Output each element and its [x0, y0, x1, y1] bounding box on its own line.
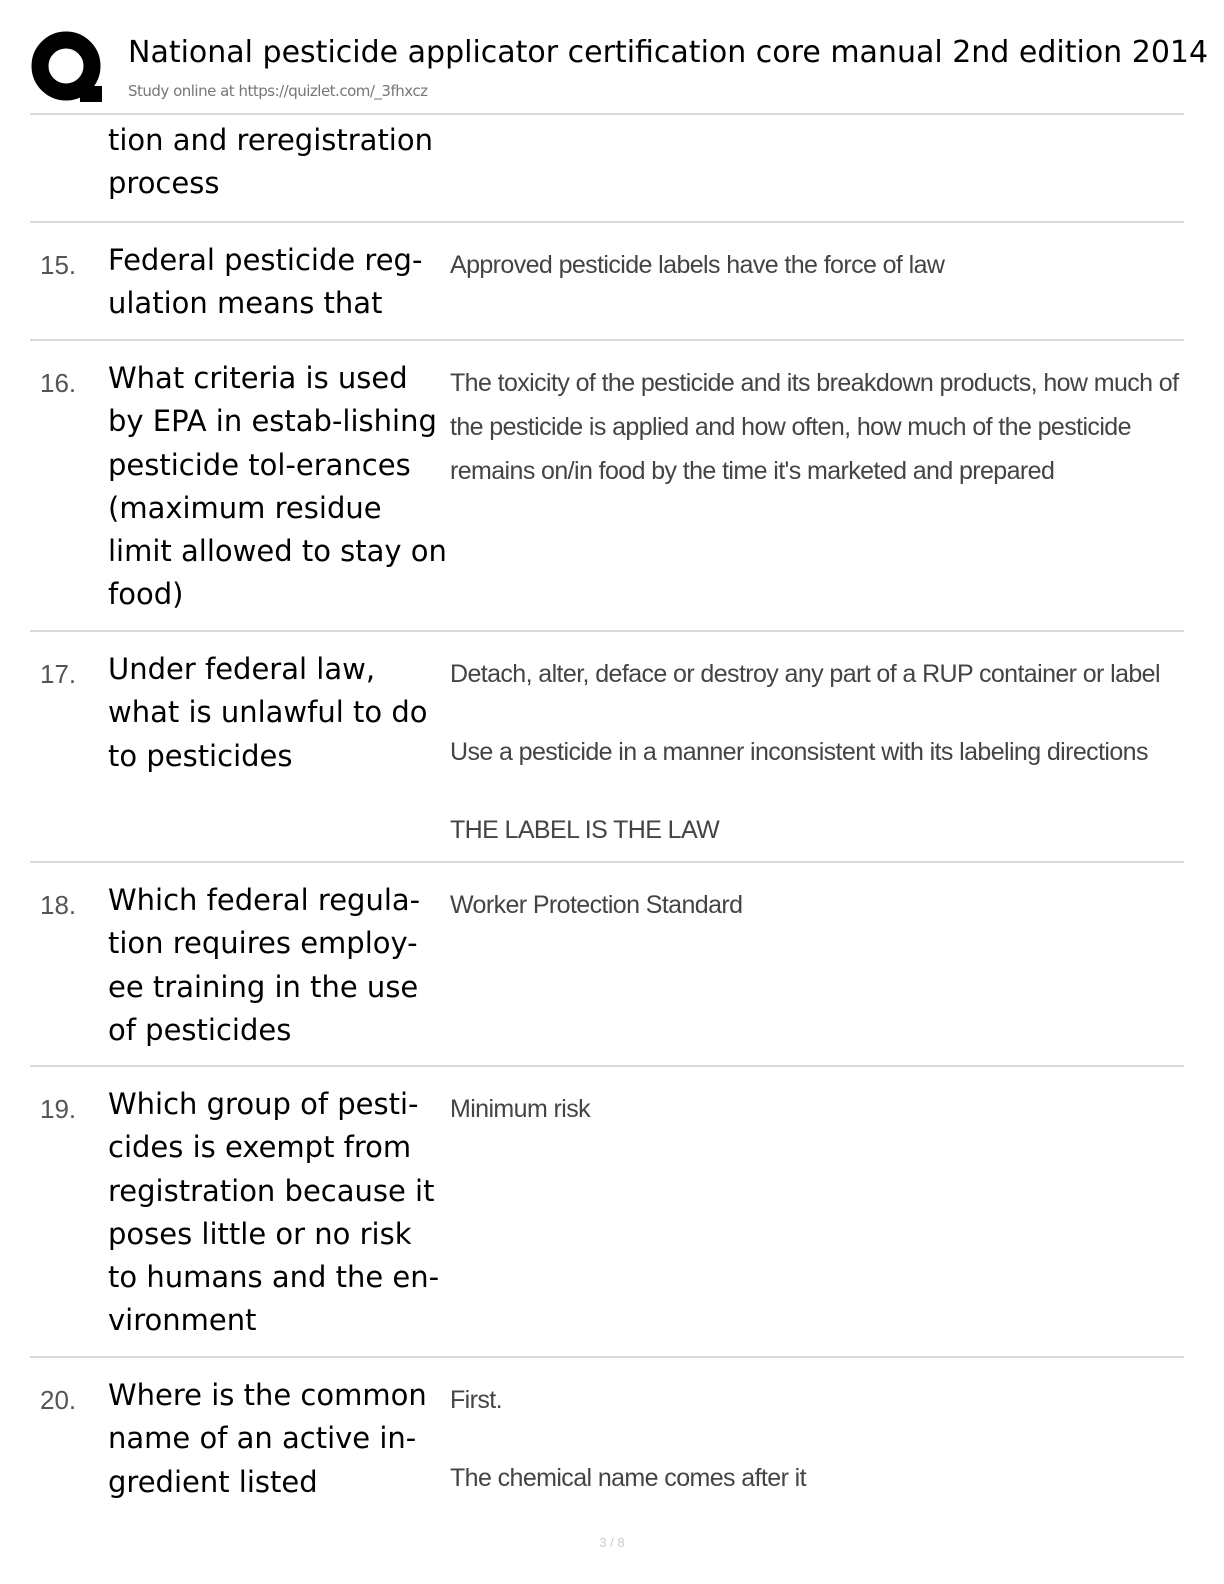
- definition-line: Worker Protection Standard: [450, 891, 743, 919]
- card-term: Which federal regula-tion requires employ-ee training in the use of pesticides: [108, 883, 421, 1047]
- card-number: 20.: [40, 1385, 77, 1415]
- study-online-link[interactable]: Study online at https://quizlet.com/_3fhxcz: [128, 82, 428, 100]
- definition-line: Detach, alter, deface or destroy any part of a RUP container or label: [450, 660, 1160, 688]
- card-number: 16.: [40, 368, 77, 398]
- card-term: What criteria is used by EPA in estab-lishing pesticide tol-erances (maximum residue limit allowed to stay on food): [108, 361, 447, 612]
- card-term: Where is the common name of an active in-gredient listed: [108, 1378, 427, 1499]
- card-number: 19.: [40, 1094, 77, 1124]
- card-definition: [450, 883, 1180, 927]
- card-term: Under federal law, what is unlawful to do to pesticides: [108, 652, 428, 773]
- definition-line: Approved pesticide labels have the force of law: [450, 251, 945, 279]
- flashcard-list: [30, 113, 1184, 1526]
- flashcard-row: [30, 115, 1184, 223]
- flashcard-row: [30, 863, 1184, 1067]
- quizlet-logo-icon: [30, 30, 104, 104]
- page-number: 3 / 8: [599, 1535, 625, 1550]
- definition-line: The chemical name comes after it: [450, 1464, 806, 1492]
- card-definition: [450, 243, 1180, 287]
- flashcard-row: [30, 223, 1184, 341]
- definition-line: The toxicity of the pesticide and its breakdown products, how much of the pesticide is applied and how often, how much of the pesticide remains on/in food by the time it's marketed and prepared: [450, 369, 1179, 485]
- flashcard-row: [30, 632, 1184, 863]
- card-number: 15.: [40, 250, 77, 280]
- definition-line: Use a pesticide in a manner inconsistent with its labeling directions: [450, 738, 1148, 766]
- card-number: 18.: [40, 890, 77, 920]
- flashcard-row: [30, 1067, 1184, 1358]
- definition-line: First.: [450, 1386, 502, 1414]
- card-definition: [450, 1087, 1180, 1131]
- definition-line: THE LABEL IS THE LAW: [450, 816, 720, 844]
- document-title: National pesticide applicator certification core manual 2nd edition 2014: [128, 35, 1209, 70]
- definition-line: Minimum risk: [450, 1095, 591, 1123]
- card-term: tion and reregistration process: [108, 123, 433, 201]
- card-term: Federal pesticide reg-ulation means that: [108, 243, 423, 321]
- flashcard-row: [30, 341, 1184, 632]
- card-definition: [450, 361, 1180, 493]
- flashcard-row: [30, 1358, 1184, 1526]
- card-term: Which group of pesti-cides is exempt from registration because it poses little or no risk to humans and the en-vironment: [108, 1087, 440, 1338]
- page-header: [30, 28, 1209, 114]
- card-number: 17.: [40, 659, 77, 689]
- card-definition: [450, 1378, 1180, 1500]
- card-definition: [450, 652, 1180, 852]
